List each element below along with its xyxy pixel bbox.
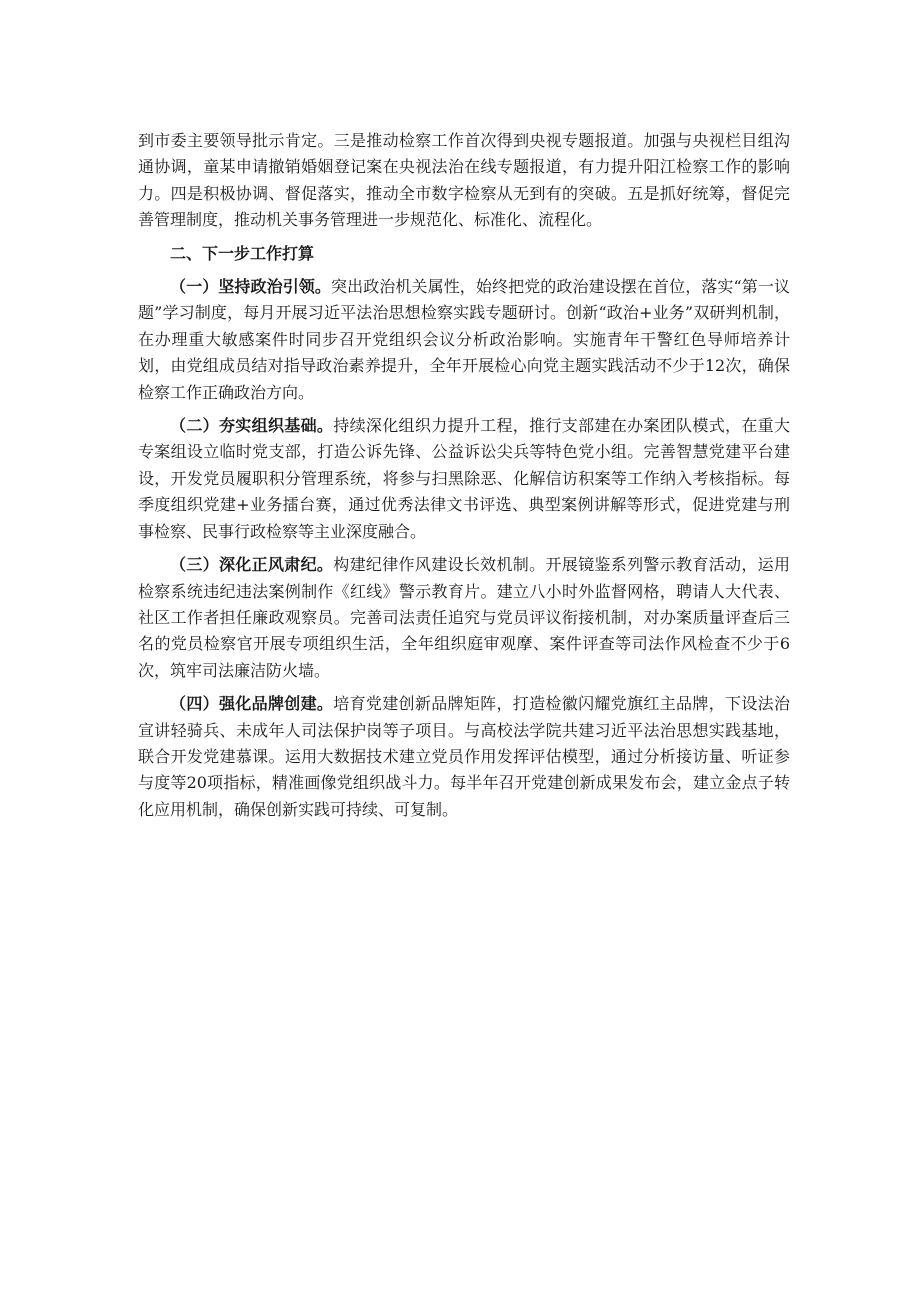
item-paragraph-1 bbox=[138, 274, 790, 406]
item-body-2: 持续深化组织力提升工程，推行支部建在办案团队模式，在重大专案组设立临时党支部，打造公诉先锋、公益诉讼尖兵等特色党小组。完善智慧党建平台建设，开发党员履职积分管理系统，将参与扫黑除恶、化解信访积案等工作纳入考核指标。每季度组织党建+业务擂台赛，通过优秀法律文书评选、典型案例讲解等形式，促进党建与刑事检察、民事行政检察等主业深度融合。 bbox=[138, 416, 790, 541]
item-paragraph-3 bbox=[138, 552, 790, 684]
item-lead-4: （四）强化品牌创建。 bbox=[170, 694, 334, 714]
document-page bbox=[138, 128, 790, 830]
intro-paragraph: 到市委主要领导批示肯定。三是推动检察工作首次得到央视专题报道。加强与央视栏目组沟通协调，童某申请撤销婚姻登记案在央视法治在线专题报道，有力提升阳江检察工作的影响力。四是积极协调、督促落实，推动全市数字检察从无到有的突破。五是抓好统筹，督促完善管理制度，推动机关事务管理进一步规范化、标准化、流程化。 bbox=[138, 131, 790, 230]
item-lead-3: （三）深化正风肃纪。 bbox=[170, 555, 334, 575]
item-body-3: 构建纪律作风建设长效机制。开展镜鉴系列警示教育活动，运用检察系统违纪违法案例制作《红线》警示教育片。建立八小时外监督网格，聘请人大代表、社区工作者担任廉政观察员。完善司法责任追究与党员评议衔接机制，对办案质量评查后三名的党员检察官开展专项组织生活，全年组织庭审观摩、案件评查等司法作风检查不少于6次，筑牢司法廉洁防火墙。 bbox=[138, 555, 790, 680]
item-body-1: 突出政治机关属性，始终把党的政治建设摆在首位，落实“第一议题”学习制度，每月开展习近平法治思想检察实践专题研讨。创新“政治+业务”双研判机制，在办理重大敏感案件时同步召开党组织会议分析政治影响。实施青年干警红色导师培养计划，由党组成员结对指导政治素养提升，全年开展检心向党主题实践活动不少于12次，确保检察工作正确政治方向。 bbox=[138, 277, 790, 402]
item-lead-1: （一）坚持政治引领。 bbox=[170, 277, 331, 297]
item-paragraph-4 bbox=[138, 691, 790, 823]
section-heading: 二、下一步工作打算 bbox=[170, 243, 315, 263]
item-body-4: 培育党建创新品牌矩阵，打造检徽闪耀党旗红主品牌，下设法治宣讲轻骑兵、未成年人司法保护岗等子项目。与高校法学院共建习近平法治思想实践基地，联合开发党建慕课。运用大数据技术建立党员作用发挥评估模型，通过分析接访量、听证参与度等20项指标，精准画像党组织战斗力。每半年召开党建创新成果发布会，建立金点子转化应用机制，确保创新实践可持续、可复制。 bbox=[138, 694, 790, 819]
item-paragraph-2 bbox=[138, 413, 790, 545]
item-lead-2: （二）夯实组织基础。 bbox=[170, 416, 334, 436]
